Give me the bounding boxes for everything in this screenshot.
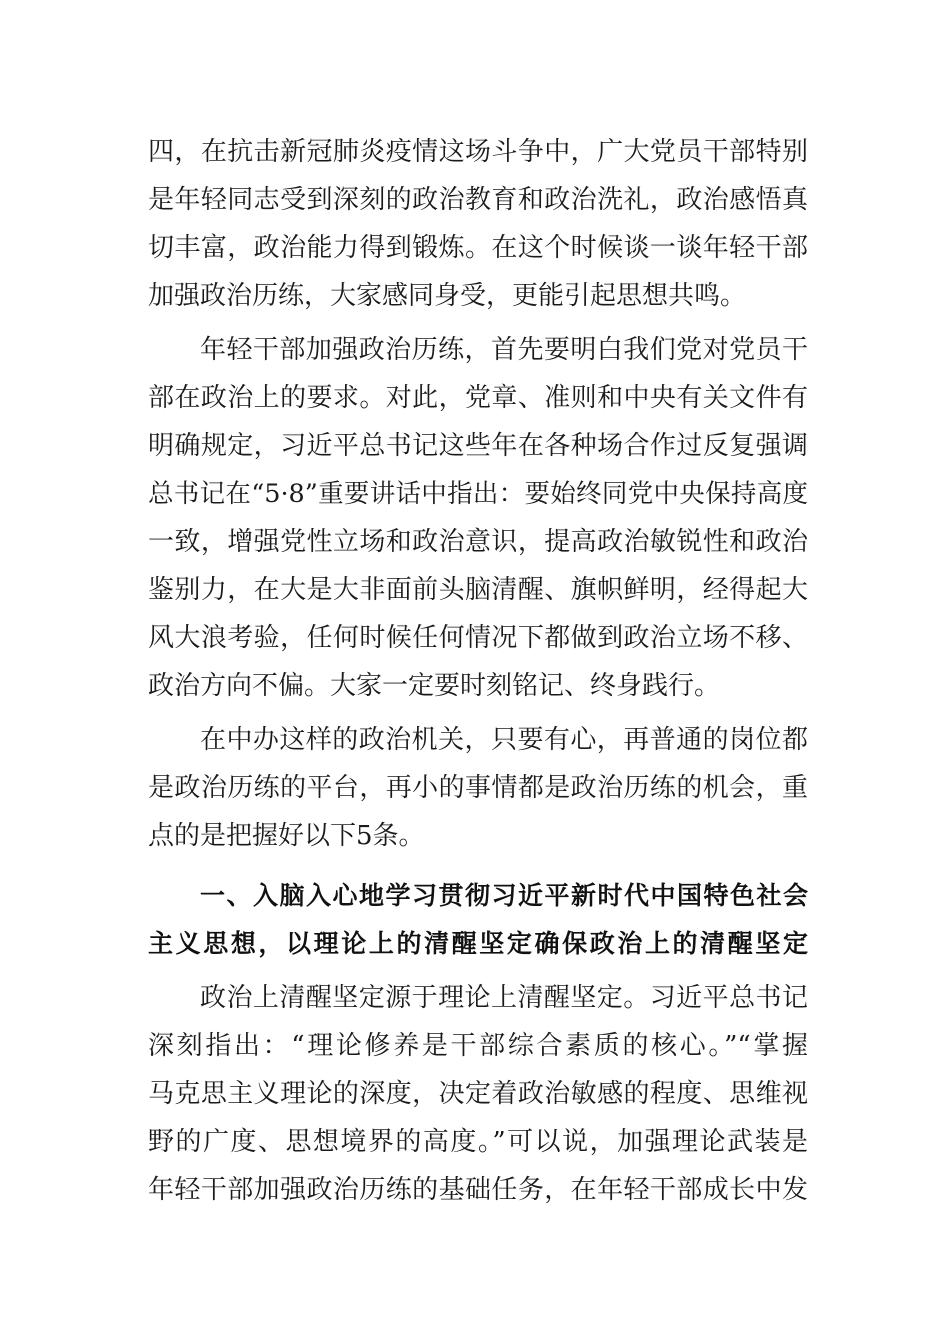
- paragraph-line: 鉴别力，在大是大非面前头脑清醒、旗帜鲜明，经得起大: [148, 575, 808, 605]
- paragraph-line: 一致，增强党性立场和政治意识，提高政治敏锐性和政治: [148, 527, 808, 557]
- section-heading-line: 主义思想，以理论上的清醒坚定确保政治上的清醒坚定: [148, 929, 808, 958]
- paragraph-line: 年轻干部加强政治历练，首先要明白我们党对党员干: [200, 335, 808, 365]
- paragraph-line: 年轻干部加强政治历练的基础任务，在年轻干部成长中发: [148, 1175, 808, 1205]
- paragraph-line: 切丰富，政治能力得到锻炼。在这个时候谈一谈年轻干部: [148, 233, 808, 263]
- paragraph-line: 在中办这样的政治机关，只要有心，再普通的岗位都: [200, 725, 808, 755]
- paragraph-line: 总书记在“5·8”重要讲话中指出：要始终同党中央保持高度: [148, 479, 808, 509]
- paragraph-line: 风大浪考验，任何时候任何情况下都做到政治立场不移、: [148, 623, 808, 653]
- paragraph-line: 四，在抗击新冠肺炎疫情这场斗争中，广大党员干部特别: [148, 137, 808, 167]
- paragraph-line: 野的广度、思想境界的高度。”可以说，加强理论武装是: [148, 1127, 808, 1157]
- paragraph-line: 深刻指出：“理论修养是干部综合素质的核心。”“掌握: [148, 1031, 808, 1061]
- paragraph-line: 是政治历练的平台，再小的事情都是政治历练的机会，重: [148, 773, 808, 803]
- paragraph-line: 部在政治上的要求。对此，党章、准则和中央有关文件有: [148, 383, 808, 413]
- section-heading-line: 一、入脑入心地学习贯彻习近平新时代中国特色社会: [200, 881, 808, 910]
- paragraph-line: 明确规定，习近平总书记这些年在各种场合作过反复强调: [148, 431, 808, 461]
- paragraph-line: 是年轻同志受到深刻的政治教育和政治洗礼，政治感悟真: [148, 185, 808, 215]
- paragraph-line: 政治方向不偏。大家一定要时刻铭记、终身践行。: [148, 671, 721, 701]
- paragraph-line: 马克思主义理论的深度，决定着政治敏感的程度、思维视: [148, 1079, 808, 1109]
- paragraph-line: 加强政治历练，大家感同身受，更能引起思想共鸣。: [148, 281, 747, 311]
- paragraph-line: 政治上清醒坚定源于理论上清醒坚定。习近平总书记: [200, 983, 808, 1013]
- paragraph-line: 点的是把握好以下5条。: [148, 821, 425, 851]
